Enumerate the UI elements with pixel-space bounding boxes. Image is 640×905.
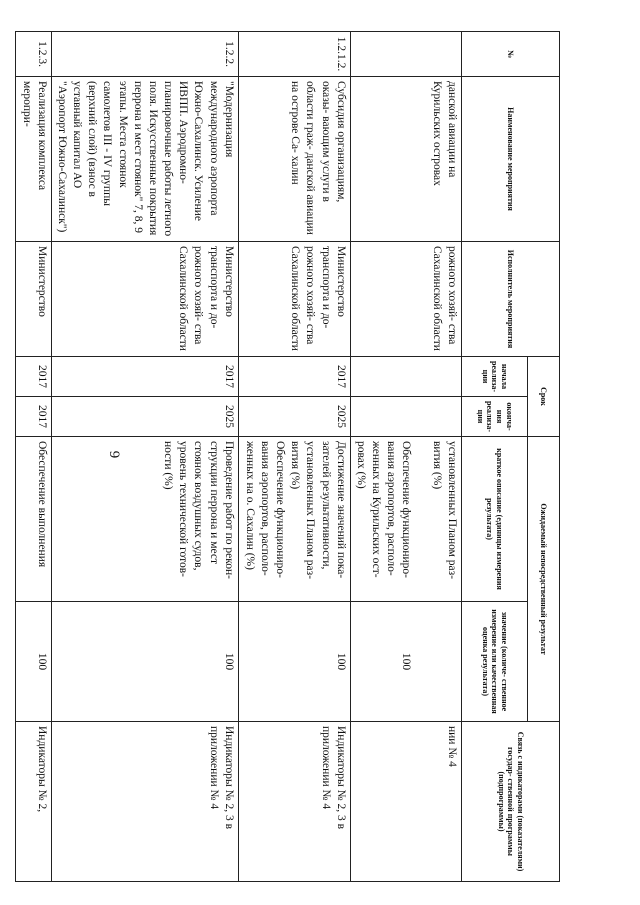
header-num: № — [462, 32, 560, 77]
row-executor: Министерство — [16, 242, 51, 357]
header-result-value: значение (количе- ственное измерение или качественная оценка результата) — [462, 602, 528, 722]
row-desc: Обеспечение выполнения — [16, 437, 51, 602]
page-number: 6 — [107, 450, 124, 459]
table-row — [350, 32, 461, 882]
row-end: 2017 — [16, 397, 51, 437]
row-executor: рожного хозяй- ства Сахалинской области — [350, 242, 461, 357]
row-start: 2017 — [51, 357, 238, 397]
row-value: 100 — [16, 602, 51, 722]
row-executor: Министерство транспорта и до- рожного хозяй- ства Сахалинской области — [51, 242, 238, 357]
row-end — [350, 397, 461, 437]
header-start: начала реализа- ции — [462, 357, 528, 397]
table-row — [16, 32, 51, 882]
header-link: Связь с индикаторами (показателями) государ- ственной программы (подпрограммы) — [462, 722, 560, 882]
row-name: "Модернизация международного аэропорта Южно-Сахалинск. Усиление ИВПП. Аэродромно- планировочные работы летного поля. Искусственные покрытия перрона и мест стоянок" 7, 8, 9 этапы. Места стоянок самолетов III - IV группы (верхний слой) (взнос в уставный капитал АО "Аэропорт Южно-Сахалинск") — [51, 77, 238, 242]
program-table — [15, 31, 560, 882]
header-end: оконча- ния реализа- ции — [462, 397, 528, 437]
row-num: 1.2.3. — [16, 32, 51, 77]
row-value: 100 — [51, 602, 238, 722]
row-end: 2025 — [238, 397, 350, 437]
row-desc: Достижение значений пока- зателей результативности, установленных Планом раз- вития (%) Обеспечение функциониро- вания аэропортов, располо- женных на о. Сахалин (%) — [238, 437, 350, 602]
row-value: 100 — [350, 602, 461, 722]
row-start — [350, 357, 461, 397]
row-link: Индикаторы № 2, 3 в приложении № 4 — [238, 722, 350, 882]
row-link: Индикаторы № 2, 3 в приложении № 4 — [51, 722, 238, 882]
row-end: 2025 — [51, 397, 238, 437]
table-row — [238, 32, 350, 882]
header-result-desc: краткое описание (единицы измерения результата) — [462, 437, 528, 602]
row-link: нии № 4 — [350, 722, 461, 882]
header-result: Ожидаемый непосредственный результат — [528, 437, 560, 722]
row-value: 100 — [238, 602, 350, 722]
header-term: Срок — [528, 357, 560, 437]
row-start: 2017 — [16, 357, 51, 397]
row-name: Субсидия организациям, оказы- вающим услуги в области граж- данской авиации на острове Са- халин — [238, 77, 350, 242]
row-num: 1.2.2. — [51, 32, 238, 77]
header-name: Наименование мероприятия — [462, 77, 560, 242]
row-name: данской авиации на Курильских островах — [350, 77, 461, 242]
row-num — [350, 32, 461, 77]
row-executor: Министерство транспорта и до- рожного хозяй- ства Сахалинской области — [238, 242, 350, 357]
row-start: 2017 — [238, 357, 350, 397]
rotated-table-container — [20, 31, 560, 881]
row-desc: установленных Планом раз- вития (%) Обеспечение функциониро- вания аэропортов, располо- женных на Курильских ост- ровах (%) — [350, 437, 461, 602]
header-executor: Исполнитель мероприятия — [462, 242, 560, 357]
table-row — [51, 32, 238, 882]
row-name: Реализация комплекса меропри- — [16, 77, 51, 242]
row-desc: Проведение работ по рекон- струкции перрона и мест стоянок воздушных судов, уровень технической готов- ности (%) — [51, 437, 238, 602]
row-link: Индикаторы № 2, — [16, 722, 51, 882]
row-num: 1.2.1.2. — [238, 32, 350, 77]
